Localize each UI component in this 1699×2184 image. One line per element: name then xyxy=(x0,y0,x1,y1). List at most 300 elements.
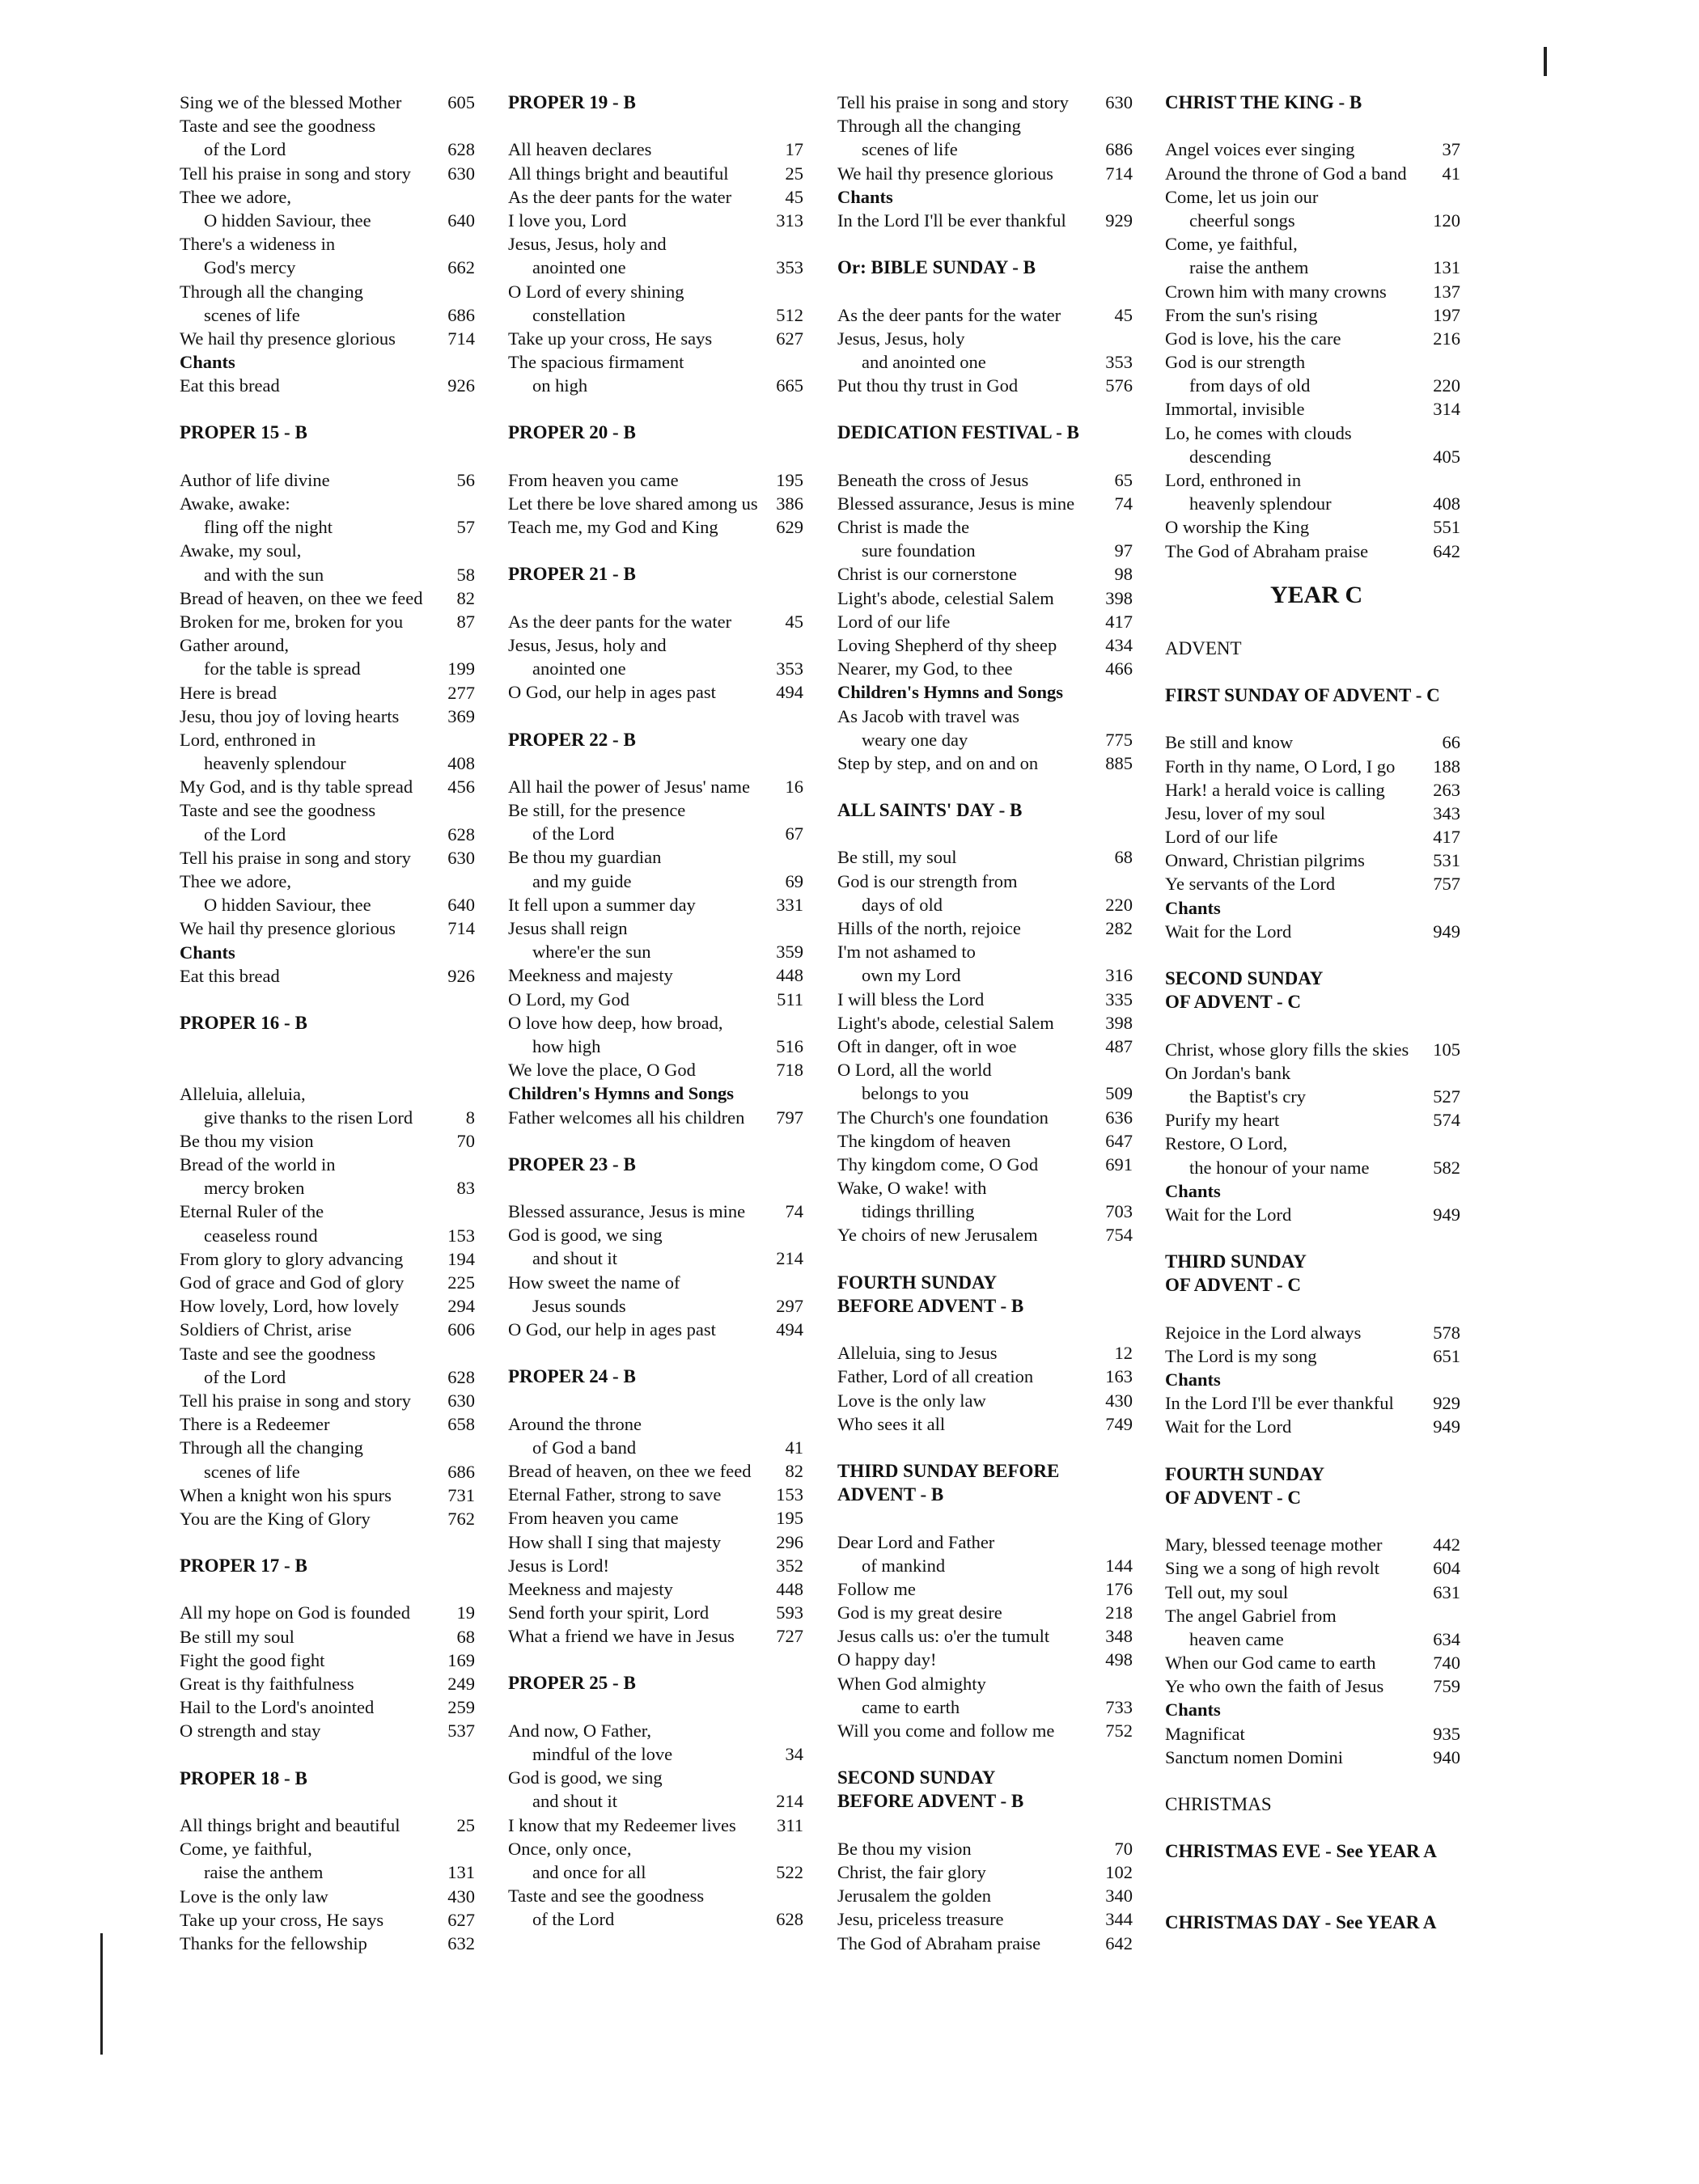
hymn-number: 714 xyxy=(447,328,475,349)
hymn-title: Mary, blessed teenage mother xyxy=(1165,1534,1383,1555)
hymn-title: and shout it xyxy=(532,1248,617,1269)
hymn-title: Lord, enthroned in xyxy=(1165,470,1302,490)
hymn-title: From heaven you came xyxy=(508,469,679,490)
hymn-entry xyxy=(1165,778,1460,802)
hymn-number: 487 xyxy=(1105,1035,1133,1056)
hymn-title: scenes of life xyxy=(204,304,300,325)
hymn-title: Taste and see the goodness xyxy=(180,800,376,821)
hymn-entry xyxy=(180,91,475,114)
hymn-entry xyxy=(180,515,475,539)
hymn-title: All heaven declares xyxy=(508,139,652,160)
hymn-number: 949 xyxy=(1433,1204,1460,1225)
hymn-entry xyxy=(508,1436,803,1459)
hymn-number: 197 xyxy=(1433,304,1460,325)
hymn-number: 929 xyxy=(1433,1393,1460,1414)
hymn-entry xyxy=(180,185,475,209)
hymn-entry xyxy=(180,1224,475,1247)
hymn-title: Eat this bread xyxy=(180,965,280,986)
hymn-entry xyxy=(837,515,1133,539)
hymn-entry xyxy=(1165,872,1460,895)
hymn-title: In the Lord I'll be ever thankful xyxy=(837,210,1066,231)
hymn-entry xyxy=(180,1200,475,1223)
hymn-number: 797 xyxy=(776,1107,803,1128)
hymn-title: Father welcomes all his children xyxy=(508,1107,745,1128)
hymn-title: raise the anthem xyxy=(1189,257,1309,278)
hymn-title: O strength and stay xyxy=(180,1721,321,1742)
spacer xyxy=(1165,1014,1460,1037)
hymn-entry xyxy=(837,1365,1133,1388)
hymn-number: 369 xyxy=(447,705,475,726)
hymn-title: descending xyxy=(1189,446,1272,467)
hymn-entry xyxy=(837,1577,1133,1601)
hymn-entry xyxy=(180,327,475,350)
hymn-number: 686 xyxy=(447,1461,475,1482)
hymn-number: 259 xyxy=(447,1697,475,1718)
hymn-number: 66 xyxy=(1442,732,1460,753)
hymn-number: 65 xyxy=(1114,469,1133,490)
hymn-title: God is love, his the care xyxy=(1165,328,1341,349)
hymn-title: Children's Hymns and Songs xyxy=(508,1083,735,1104)
hymn-title: O hidden Saviour, thee xyxy=(204,895,371,916)
hymn-entry xyxy=(1165,397,1460,421)
hymn-entry xyxy=(508,633,803,657)
hymn-number: 386 xyxy=(776,493,803,514)
hymn-entry xyxy=(180,1814,475,1837)
hymn-title: The God of Abraham praise xyxy=(837,1932,1041,1953)
hymn-entry xyxy=(837,1011,1133,1035)
hymn-number: 68 xyxy=(1114,847,1133,868)
hymn-title: mercy broken xyxy=(204,1178,305,1199)
hymn-entry xyxy=(180,492,475,515)
hymn-title: We love the place, O God xyxy=(508,1060,696,1081)
hymn-number: 593 xyxy=(776,1602,803,1623)
section-heading: PROPER 22 - B xyxy=(508,729,636,750)
hymn-title: Jerusalem the golden xyxy=(837,1886,991,1907)
hymn-number: 69 xyxy=(785,870,803,891)
hymn-number: 740 xyxy=(1433,1653,1460,1674)
hymn-number: 727 xyxy=(776,1626,803,1647)
hymn-number: 749 xyxy=(1105,1413,1133,1434)
hymn-title: Christ is our cornerstone xyxy=(837,564,1017,585)
hymn-number: 188 xyxy=(1433,756,1460,777)
hymn-number: 74 xyxy=(785,1201,803,1222)
hymn-number: 757 xyxy=(1433,874,1460,895)
hymn-number: 498 xyxy=(1105,1649,1133,1670)
hymn-entry xyxy=(180,1625,475,1649)
hymn-number: 214 xyxy=(776,1791,803,1812)
hymn-title: All hail the power of Jesus' name xyxy=(508,776,750,797)
hymn-entry xyxy=(837,1837,1133,1860)
hymn-title: Through all the changing xyxy=(180,281,363,302)
hymn-title: the honour of your name xyxy=(1189,1157,1370,1178)
hymn-entry xyxy=(508,1459,803,1483)
hymn-entry xyxy=(508,492,803,515)
hymn-title: Onward, Christian pilgrims xyxy=(1165,850,1365,871)
hymn-number: 353 xyxy=(1105,351,1133,372)
hymn-entry xyxy=(1165,327,1460,350)
hymn-number: 576 xyxy=(1105,375,1133,396)
hymn-number: 153 xyxy=(776,1484,803,1505)
hymn-title: Blessed assurance, Jesus is mine xyxy=(508,1201,746,1222)
hymn-number: 120 xyxy=(1433,210,1460,231)
hymn-entry xyxy=(508,893,803,916)
hymn-number: 629 xyxy=(776,517,803,538)
spacer xyxy=(508,1176,803,1200)
hymn-entry xyxy=(1165,1651,1460,1674)
hymn-entry xyxy=(180,916,475,940)
hymn-number: 628 xyxy=(447,139,475,160)
hymn-entry xyxy=(180,138,475,161)
hymn-title: Crown him with many crowns xyxy=(1165,281,1387,302)
hymn-title: Around the throne of God a band xyxy=(1165,163,1407,184)
hymn-title: Wait for the Lord xyxy=(1165,1204,1292,1225)
hymn-title: Bread of heaven, on thee we feed xyxy=(180,587,423,608)
spacer xyxy=(508,445,803,468)
hymn-title: Alleluia, sing to Jesus xyxy=(837,1343,998,1364)
hymn-title: Magnificat xyxy=(1165,1723,1245,1744)
hymn-number: 512 xyxy=(776,304,803,325)
hymn-entry xyxy=(1165,280,1460,303)
hymn-title: It fell upon a summer day xyxy=(508,894,696,915)
hymn-title: Take up your cross, He says xyxy=(508,328,713,349)
hymn-number: 45 xyxy=(1114,304,1133,325)
hymn-number: 144 xyxy=(1105,1555,1133,1576)
hymn-title: Jesus, Jesus, holy xyxy=(837,328,965,349)
hymn-title: Broken for me, broken for you xyxy=(180,611,404,632)
hymn-title: You are the King of Glory xyxy=(180,1508,371,1529)
year-heading: YEAR C xyxy=(1270,581,1363,608)
hymn-title: Chants xyxy=(180,352,235,373)
hymn-title: O God, our help in ages past xyxy=(508,1319,716,1340)
spacer xyxy=(508,1695,803,1719)
hymn-number: 527 xyxy=(1433,1086,1460,1107)
hymn-title: Chants xyxy=(1165,1369,1221,1390)
hymn-title: on high xyxy=(532,375,588,396)
hymn-title: of the Lord xyxy=(204,139,286,160)
hymn-title: Tell out, my soul xyxy=(1165,1581,1289,1602)
hymn-entry xyxy=(837,988,1133,1011)
hymn-title: raise the anthem xyxy=(204,1862,324,1883)
hymn-title: Restore, O Lord, xyxy=(1165,1133,1288,1154)
hymn-entry xyxy=(508,1789,803,1813)
hymn-number: 630 xyxy=(447,847,475,868)
hymn-number: 430 xyxy=(1105,1390,1133,1411)
spacer xyxy=(180,445,475,468)
hymn-number: 640 xyxy=(447,895,475,916)
hymn-number: 630 xyxy=(447,1390,475,1411)
hymn-entry xyxy=(837,845,1133,869)
hymn-number: 12 xyxy=(1114,1343,1133,1364)
hymn-title: We hail thy presence glorious xyxy=(180,918,396,939)
hymn-entry xyxy=(180,539,475,562)
hymn-number: 340 xyxy=(1105,1886,1133,1907)
hymn-title: anointed one xyxy=(532,658,626,679)
hymn-title: and shout it xyxy=(532,1791,617,1812)
hymn-entry xyxy=(180,1294,475,1318)
hymn-title: Through all the changing xyxy=(837,116,1021,137)
hymn-title: Wake, O wake! with xyxy=(837,1178,987,1199)
hymn-title: Taste and see the goodness xyxy=(180,116,376,137)
hymn-entry xyxy=(508,1577,803,1601)
hymn-entry xyxy=(1165,209,1460,232)
hymn-number: 434 xyxy=(1105,634,1133,655)
hymn-entry xyxy=(837,138,1133,161)
hymn-number: 935 xyxy=(1433,1723,1460,1744)
hymn-entry xyxy=(508,610,803,633)
hymn-title: constellation xyxy=(532,304,625,325)
hymn-title: Love is the only law xyxy=(837,1390,986,1411)
hymn-title: Thee we adore, xyxy=(180,871,292,891)
hymn-entry xyxy=(180,563,475,586)
hymn-entry xyxy=(1165,468,1460,492)
hymn-title: O worship the King xyxy=(1165,517,1310,538)
hymn-title: of the Lord xyxy=(204,823,286,844)
hymn-entry xyxy=(180,1436,475,1459)
hymn-title: Ye who own the faith of Jesus xyxy=(1165,1676,1384,1697)
hymn-title: Eternal Ruler of the xyxy=(180,1201,324,1222)
hymn-title: On Jordan's bank xyxy=(1165,1062,1291,1083)
hymn-number: 25 xyxy=(785,163,803,184)
hymn-number: 578 xyxy=(1433,1322,1460,1343)
spacer xyxy=(508,751,803,775)
hymn-title: Light's abode, celestial Salem xyxy=(837,587,1054,608)
hymn-title: Tell his praise in song and story xyxy=(837,92,1069,112)
section-heading: PROPER 18 - B xyxy=(180,1767,307,1788)
hymn-title: Put thou thy trust in God xyxy=(837,375,1019,396)
hymn-title: of the Lord xyxy=(204,1366,286,1387)
section-label xyxy=(508,1081,803,1105)
hymn-number: 628 xyxy=(447,1366,475,1387)
hymn-title: Let there be love shared among us xyxy=(508,493,758,514)
hymn-entry xyxy=(837,1624,1133,1648)
hymn-title: and anointed one xyxy=(862,351,986,372)
hymn-title: There's a wideness in xyxy=(180,234,336,255)
hymn-title: Forth in thy name, O Lord, I go xyxy=(1165,756,1396,777)
hymn-title: Lo, he comes with clouds xyxy=(1165,422,1352,443)
hymn-entry xyxy=(1165,1533,1460,1556)
hymn-number: 606 xyxy=(447,1319,475,1340)
hymn-number: 647 xyxy=(1105,1130,1133,1151)
hymn-title: Jesus, Jesus, holy and xyxy=(508,234,667,255)
hymn-entry xyxy=(1165,162,1460,185)
spacer xyxy=(837,1318,1133,1341)
hymn-title: All things bright and beautiful xyxy=(180,1814,400,1835)
hymn-entry xyxy=(1165,421,1460,445)
hymn-number: 537 xyxy=(447,1721,475,1742)
hymn-number: 516 xyxy=(776,1035,803,1056)
hymn-title: As Jacob with travel was xyxy=(837,705,1019,726)
hymn-number: 41 xyxy=(785,1437,803,1458)
hymn-title: Tell his praise in song and story xyxy=(180,1390,411,1411)
hymn-entry xyxy=(508,822,803,845)
hymn-number: 531 xyxy=(1433,850,1460,871)
hymn-title: Christ is made the xyxy=(837,517,970,537)
hymn-number: 277 xyxy=(447,682,475,703)
hymn-entry xyxy=(180,586,475,610)
hymn-title: Jesus is Lord! xyxy=(508,1555,609,1576)
hymn-title: cheerful songs xyxy=(1189,210,1295,231)
hymn-entry xyxy=(837,1719,1133,1742)
hymn-entry xyxy=(837,705,1133,728)
hymn-number: 686 xyxy=(1105,139,1133,160)
hymn-entry xyxy=(508,1530,803,1554)
hymn-entry xyxy=(180,1837,475,1860)
hymn-entry xyxy=(180,1601,475,1624)
hymn-entry xyxy=(837,1695,1133,1719)
hymn-entry xyxy=(180,823,475,846)
hymn-entry xyxy=(180,1719,475,1742)
hymn-entry xyxy=(508,916,803,940)
hymn-entry xyxy=(1165,920,1460,943)
hymn-number: 8 xyxy=(465,1107,475,1128)
hymn-entry xyxy=(180,1106,475,1129)
hymn-number: 718 xyxy=(776,1060,803,1081)
hymn-title: Love is the only law xyxy=(180,1886,328,1907)
hymn-entry xyxy=(508,374,803,397)
hymn-title: Children's Hymns and Songs xyxy=(837,682,1064,703)
spacer xyxy=(1165,1934,1460,1958)
hymn-title: Sing we of the blessed Mother xyxy=(180,92,402,112)
hymn-title: Jesus, Jesus, holy and xyxy=(508,634,667,655)
hymn-entry xyxy=(180,1176,475,1200)
section-heading: PROPER 17 - B xyxy=(180,1555,307,1577)
spacer xyxy=(180,1035,475,1058)
hymn-entry xyxy=(180,1507,475,1530)
hymn-number: 16 xyxy=(785,776,803,797)
spacer xyxy=(837,444,1133,468)
hymn-title: Angel voices ever singing xyxy=(1165,139,1355,160)
hymn-title: O God, our help in ages past xyxy=(508,682,716,703)
hymn-number: 398 xyxy=(1105,1012,1133,1033)
hymn-entry xyxy=(508,1884,803,1907)
section-heading: BEFORE ADVENT - B xyxy=(837,1791,1024,1812)
hymn-number: 97 xyxy=(1114,540,1133,561)
hymn-number: 41 xyxy=(1442,163,1460,184)
scan-mark-right xyxy=(1544,47,1547,76)
hymn-number: 58 xyxy=(456,564,475,585)
hymn-title: Come, let us join our xyxy=(1165,186,1319,207)
hymn-entry xyxy=(508,963,803,987)
spacer xyxy=(1165,1297,1460,1320)
section-heading: SECOND SUNDAY xyxy=(837,1767,996,1788)
section-heading: OF ADVENT - C xyxy=(1165,1275,1302,1296)
hymn-title: give thanks to the risen Lord xyxy=(204,1107,413,1128)
hymn-number: 220 xyxy=(1433,375,1460,396)
hymn-entry xyxy=(1165,1108,1460,1132)
hymn-title: Immortal, invisible xyxy=(1165,399,1305,420)
hymn-number: 153 xyxy=(447,1225,475,1246)
hymn-entry xyxy=(180,1412,475,1436)
hymn-title: As the deer pants for the water xyxy=(837,304,1061,325)
section-heading: PROPER 24 - B xyxy=(508,1366,636,1387)
hymn-number: 225 xyxy=(447,1272,475,1293)
hymn-number: 169 xyxy=(447,1649,475,1670)
hymn-entry xyxy=(508,657,803,680)
hymn-title: heaven came xyxy=(1189,1628,1284,1649)
hymn-entry xyxy=(1165,1581,1460,1604)
hymn-title: God's mercy xyxy=(204,257,296,278)
hymn-number: 640 xyxy=(447,210,475,231)
hymn-entry xyxy=(1165,1061,1460,1085)
hymn-entry xyxy=(837,963,1133,987)
hymn-entry xyxy=(837,1860,1133,1884)
hymn-entry xyxy=(508,1318,803,1341)
section-heading: SECOND SUNDAY xyxy=(1165,968,1324,988)
hymn-number: 353 xyxy=(776,257,803,278)
hymn-title: Bread of heaven, on thee we feed xyxy=(508,1460,752,1481)
spacer xyxy=(508,586,803,610)
hymn-title: Jesus calls us: o'er the tumult xyxy=(837,1626,1050,1647)
hymn-title: Gather around, xyxy=(180,635,289,656)
hymn-title: Bread of the world in xyxy=(180,1154,336,1175)
hymn-title: of mankind xyxy=(862,1555,946,1576)
hymn-title: and with the sun xyxy=(204,564,324,585)
hymn-entry xyxy=(837,940,1133,963)
hymn-title: Be still my soul xyxy=(180,1626,294,1647)
hymn-number: 218 xyxy=(1105,1602,1133,1623)
hymn-entry xyxy=(1165,1321,1460,1344)
hymn-entry xyxy=(837,539,1133,562)
hymn-number: 442 xyxy=(1433,1534,1460,1555)
hymn-number: 249 xyxy=(447,1674,475,1694)
hymn-entry xyxy=(508,680,803,704)
hymn-title: of the Lord xyxy=(532,1909,615,1930)
hymn-number: 282 xyxy=(1105,918,1133,938)
hymn-number: 45 xyxy=(785,186,803,207)
hymn-number: 56 xyxy=(456,469,475,490)
hymn-number: 752 xyxy=(1105,1721,1133,1741)
hymn-entry xyxy=(837,728,1133,751)
hymn-entry xyxy=(508,1035,803,1058)
hymn-entry xyxy=(508,350,803,374)
hymn-entry xyxy=(508,798,803,822)
hymn-number: 34 xyxy=(785,1744,803,1764)
hymn-title: Jesus sounds xyxy=(532,1295,626,1316)
hymn-title: I'm not ashamed to xyxy=(837,942,976,963)
hymn-title: Wait for the Lord xyxy=(1165,921,1292,942)
hymn-title: belongs to you xyxy=(862,1083,969,1104)
hymn-title: The Lord is my song xyxy=(1165,1345,1317,1366)
hymn-entry xyxy=(1165,730,1460,754)
section-heading: FOURTH SUNDAY xyxy=(1165,1463,1325,1484)
hymn-entry xyxy=(837,610,1133,633)
hymn-title: My God, and is thy table spread xyxy=(180,777,413,798)
hymn-entry xyxy=(837,562,1133,586)
section-heading: FIRST SUNDAY OF ADVENT - C xyxy=(1165,684,1440,705)
hymn-number: 195 xyxy=(776,1508,803,1529)
hymn-title: Chants xyxy=(837,186,893,207)
hymn-entry xyxy=(180,1271,475,1294)
hymn-title: O happy day! xyxy=(837,1649,937,1670)
hymn-title: tidings thrilling xyxy=(862,1201,975,1222)
hymn-entry xyxy=(508,1246,803,1270)
section-label xyxy=(1165,1179,1460,1203)
hymn-entry xyxy=(508,870,803,893)
hymn-title: Step by step, and on and on xyxy=(837,752,1039,773)
hymn-number: 87 xyxy=(456,611,475,632)
hymn-entry xyxy=(1165,1746,1460,1769)
hymn-entry xyxy=(180,209,475,232)
hymn-title: Lord of our life xyxy=(1165,827,1278,848)
hymn-title: Great is thy faithfulness xyxy=(180,1674,354,1694)
hymn-number: 316 xyxy=(1105,965,1133,986)
hymn-entry xyxy=(837,1932,1133,1955)
hymn-entry xyxy=(837,1341,1133,1365)
hymn-entry xyxy=(1165,515,1460,539)
hymn-title: Jesu, lover of my soul xyxy=(1165,802,1326,823)
hymn-entry xyxy=(508,468,803,492)
hymn-entry xyxy=(508,1223,803,1246)
